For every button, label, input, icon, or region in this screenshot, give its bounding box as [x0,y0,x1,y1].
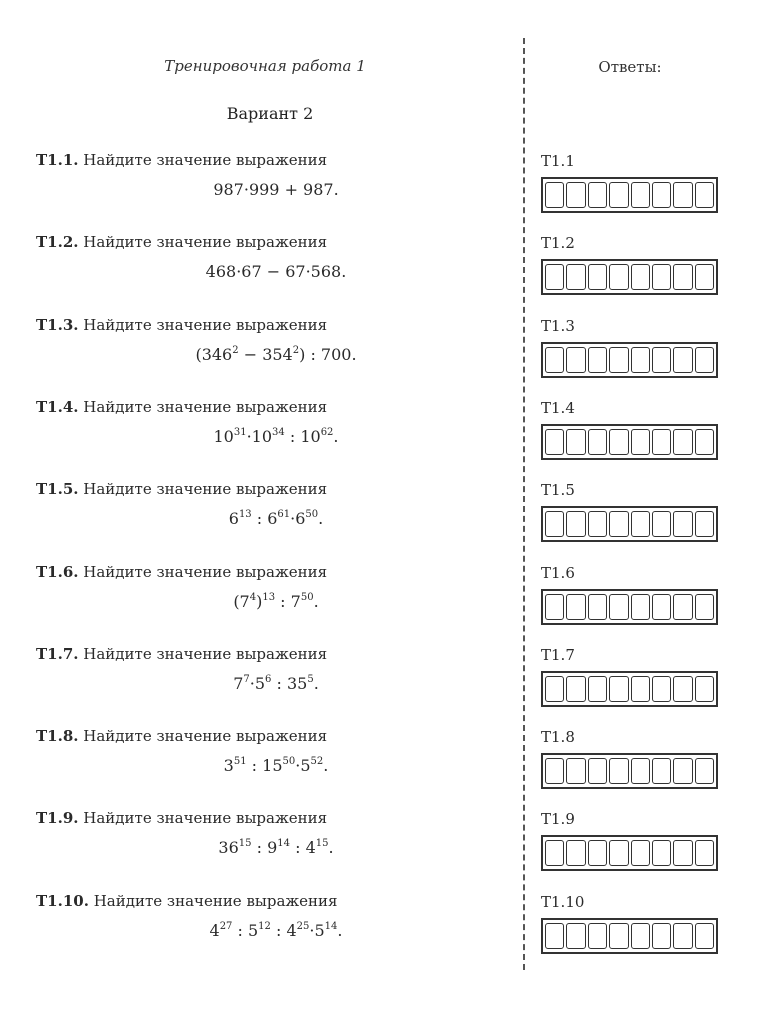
expression-text: (7 [233,592,250,611]
task-expression [96,180,456,199]
expression-text: : 6 [251,509,278,528]
answer-cell[interactable] [652,511,671,537]
task-item [36,809,506,879]
expression-exponent: 52 [310,756,324,767]
dashed-divider [523,38,525,970]
expression-text: : 9 [251,838,278,857]
answer-cell[interactable] [609,676,628,702]
task-prompt: Найдите значение выражения [83,809,328,827]
task-prompt: Найдите значение выражения [83,316,328,334]
expression-exponent: 4 [249,592,257,603]
answer-cells [541,671,718,707]
answer-cell[interactable] [566,182,585,208]
task-prompt: Найдите значение выражения [93,892,338,910]
answer-cell[interactable] [609,923,628,949]
task-number: Т1.2. [36,233,79,251]
expression-text: ·5 [309,921,325,940]
expression-text: : 5 [232,921,259,940]
task-item [36,892,506,962]
answer-cell[interactable] [695,511,714,537]
expression-exponent: 62 [320,427,334,438]
answer-cell[interactable] [609,758,628,784]
answer-cell[interactable] [609,264,628,290]
expression-text: 468·67 − 67·568. [205,262,347,281]
answer-block [541,810,721,880]
task-expression [96,838,456,857]
answer-label: Т1.4 [541,399,575,417]
task-prompt: Найдите значение выражения [83,727,328,745]
answer-cells [541,918,718,954]
expression-exponent: 15 [238,838,252,849]
answer-cell[interactable] [652,264,671,290]
task-item [36,151,506,221]
answer-block [541,317,721,387]
expression-text: . [323,756,329,775]
expression-exponent: 61 [277,509,291,520]
expression-text: ·6 [290,509,306,528]
answer-cell[interactable] [545,182,564,208]
expression-exponent: 12 [258,921,271,932]
answer-cell[interactable] [673,182,692,208]
answer-cell[interactable] [673,594,692,620]
answer-cells [541,506,718,542]
answer-cell[interactable] [566,923,585,949]
expression-text: . [328,838,334,857]
expression-exponent: 31 [233,427,247,438]
task-expression [96,509,456,528]
answer-cell[interactable] [609,182,628,208]
answer-cell[interactable] [545,840,564,866]
task-expression [96,427,456,446]
task-statement [36,645,327,663]
task-statement [36,727,327,745]
expression-exponent: 13 [262,592,276,603]
task-statement [36,892,338,910]
expression-text: : 15 [246,756,283,775]
answer-cell[interactable] [652,758,671,784]
answer-cells [541,342,718,378]
task-item [36,316,506,386]
answer-label: Т1.6 [541,564,575,582]
expression-text: 36 [218,838,239,857]
answer-cell[interactable] [673,264,692,290]
expression-text: ) [256,592,263,611]
task-number: Т1.1. [36,151,79,169]
answer-cell[interactable] [652,923,671,949]
expression-text: 6 [228,509,239,528]
expression-text: : 4 [290,838,316,857]
answer-cell[interactable] [695,347,714,373]
expression-text: 7 [233,674,244,693]
task-prompt: Найдите значение выражения [83,151,328,169]
answer-cells [541,835,718,871]
task-expression [96,345,456,364]
task-expression [96,262,456,281]
answer-cell[interactable] [588,923,607,949]
answer-cell[interactable] [545,594,564,620]
answer-cells [541,424,718,460]
answer-cell[interactable] [588,264,607,290]
answer-cell[interactable] [631,840,650,866]
answer-cell[interactable] [631,758,650,784]
expression-text: ) : 700. [299,345,357,364]
expression-exponent: 15 [315,838,329,849]
task-number: Т1.4. [36,398,79,416]
answers-heading: Ответы: [598,58,662,76]
task-statement [36,316,327,334]
task-prompt: Найдите значение выражения [83,233,328,251]
answer-cell[interactable] [545,758,564,784]
task-item [36,727,506,797]
answer-cell[interactable] [609,347,628,373]
task-item [36,480,506,550]
answer-block [541,646,721,716]
expression-exponent: 25 [296,921,310,932]
expression-exponent: 50 [282,756,296,767]
answer-block [541,893,721,963]
answer-cell[interactable] [631,347,650,373]
answer-cell[interactable] [673,840,692,866]
task-number: Т1.10. [36,892,89,910]
task-number: Т1.8. [36,727,79,745]
task-prompt: Найдите значение выражения [83,398,328,416]
answer-cell[interactable] [609,511,628,537]
task-statement [36,398,327,416]
answer-cell[interactable] [652,182,671,208]
answer-label: Т1.2 [541,234,575,252]
task-expression [96,592,456,611]
task-expression [96,674,456,693]
expression-exponent: 34 [272,427,285,438]
answer-label: Т1.9 [541,810,575,828]
answer-cell[interactable] [588,594,607,620]
answer-block [541,481,721,551]
answer-cell[interactable] [695,182,714,208]
answer-cell[interactable] [631,923,650,949]
answer-cell[interactable] [673,923,692,949]
answer-cell[interactable] [588,347,607,373]
task-number: Т1.3. [36,316,79,334]
expression-text: : 10 [284,427,321,446]
expression-text: : 7 [275,592,301,611]
task-statement [36,563,327,581]
expression-exponent: 14 [324,921,338,932]
expression-exponent: 2 [292,345,300,356]
expression-exponent: 14 [277,838,290,849]
answer-label: Т1.1 [541,152,575,170]
answer-cell[interactable] [545,923,564,949]
answer-cell[interactable] [588,758,607,784]
task-statement [36,809,327,827]
answer-block [541,152,721,222]
task-number: Т1.9. [36,809,79,827]
answer-cell[interactable] [588,429,607,455]
expression-exponent: 7 [243,674,250,685]
expression-text: 987·999 + 987. [213,180,339,199]
answer-cell[interactable] [566,840,585,866]
answer-cell[interactable] [695,264,714,290]
answer-cells [541,259,718,295]
answer-cells [541,753,718,789]
task-prompt: Найдите значение выражения [83,645,328,663]
answer-cell[interactable] [695,923,714,949]
expression-exponent: 50 [305,509,319,520]
answer-cell[interactable] [588,676,607,702]
answer-cell[interactable] [673,758,692,784]
expression-text: ·10 [246,427,273,446]
answer-label: Т1.3 [541,317,575,335]
answer-cell[interactable] [631,511,650,537]
answer-label: Т1.5 [541,481,575,499]
task-item [36,563,506,633]
expression-exponent: 2 [232,345,239,356]
answer-cell[interactable] [652,840,671,866]
expression-text: . [333,427,339,446]
answer-cell[interactable] [695,840,714,866]
task-statement [36,151,327,169]
answer-block [541,564,721,634]
expression-exponent: 51 [233,756,247,767]
answer-cell[interactable] [609,840,628,866]
answer-cell[interactable] [673,676,692,702]
expression-text: . [318,509,324,528]
answer-cell[interactable] [631,264,650,290]
answer-cell[interactable] [631,429,650,455]
expression-exponent: 6 [265,674,272,685]
task-number: Т1.7. [36,645,79,663]
answer-cell[interactable] [566,676,585,702]
task-expression [96,756,456,775]
answer-block [541,234,721,304]
answer-cell[interactable] [631,676,650,702]
task-statement [36,480,327,498]
answer-cell[interactable] [545,429,564,455]
answer-cell[interactable] [695,758,714,784]
task-number: Т1.5. [36,480,79,498]
task-item [36,233,506,303]
answer-cell[interactable] [566,758,585,784]
expression-text: : 4 [270,921,297,940]
expression-text: ·5 [249,674,266,693]
answer-cell[interactable] [609,429,628,455]
answer-cell[interactable] [566,429,585,455]
answer-cell[interactable] [545,347,564,373]
expression-text: . [313,592,319,611]
answer-cell[interactable] [566,594,585,620]
answer-cell[interactable] [566,511,585,537]
expression-text: : 35 [271,674,308,693]
expression-exponent: 13 [238,509,252,520]
expression-text: . [337,921,343,940]
answer-label: Т1.7 [541,646,575,664]
answer-cells [541,177,718,213]
answer-cell[interactable] [566,264,585,290]
expression-text: (346 [195,345,233,364]
answer-cell[interactable] [673,429,692,455]
answer-cell[interactable] [652,429,671,455]
expression-text: 4 [209,921,220,940]
answer-cell[interactable] [631,594,650,620]
task-expression [96,921,456,940]
answer-cells [541,589,718,625]
answer-cell[interactable] [695,594,714,620]
task-prompt: Найдите значение выражения [83,563,328,581]
answer-cell[interactable] [545,676,564,702]
answer-cell[interactable] [695,676,714,702]
task-number: Т1.6. [36,563,79,581]
answer-cell[interactable] [566,347,585,373]
worksheet-title: Тренировочная работа 1 [164,57,366,75]
expression-text: − 354 [238,345,293,364]
answer-cell[interactable] [673,347,692,373]
variant-heading: Вариант 2 [226,104,314,123]
expression-exponent: 5 [307,674,314,685]
expression-text: . [313,674,319,693]
answer-cell[interactable] [695,429,714,455]
answer-block [541,399,721,469]
answer-cell[interactable] [631,182,650,208]
answer-cell[interactable] [588,182,607,208]
answer-block [541,728,721,798]
task-prompt: Найдите значение выражения [83,480,328,498]
answer-cell[interactable] [652,594,671,620]
answer-label: Т1.10 [541,893,585,911]
task-statement [36,233,327,251]
task-item [36,398,506,468]
expression-text: 10 [213,427,234,446]
answer-cell[interactable] [652,347,671,373]
answer-cell[interactable] [673,511,692,537]
answer-cell[interactable] [545,264,564,290]
answer-cell[interactable] [652,676,671,702]
answer-label: Т1.8 [541,728,575,746]
expression-exponent: 27 [219,921,233,932]
answer-cell[interactable] [545,511,564,537]
answer-cell[interactable] [588,511,607,537]
answer-cell[interactable] [588,840,607,866]
answer-cell[interactable] [609,594,628,620]
expression-exponent: 50 [300,592,314,603]
expression-text: 3 [223,756,234,775]
expression-text: ·5 [295,756,311,775]
task-item [36,645,506,715]
